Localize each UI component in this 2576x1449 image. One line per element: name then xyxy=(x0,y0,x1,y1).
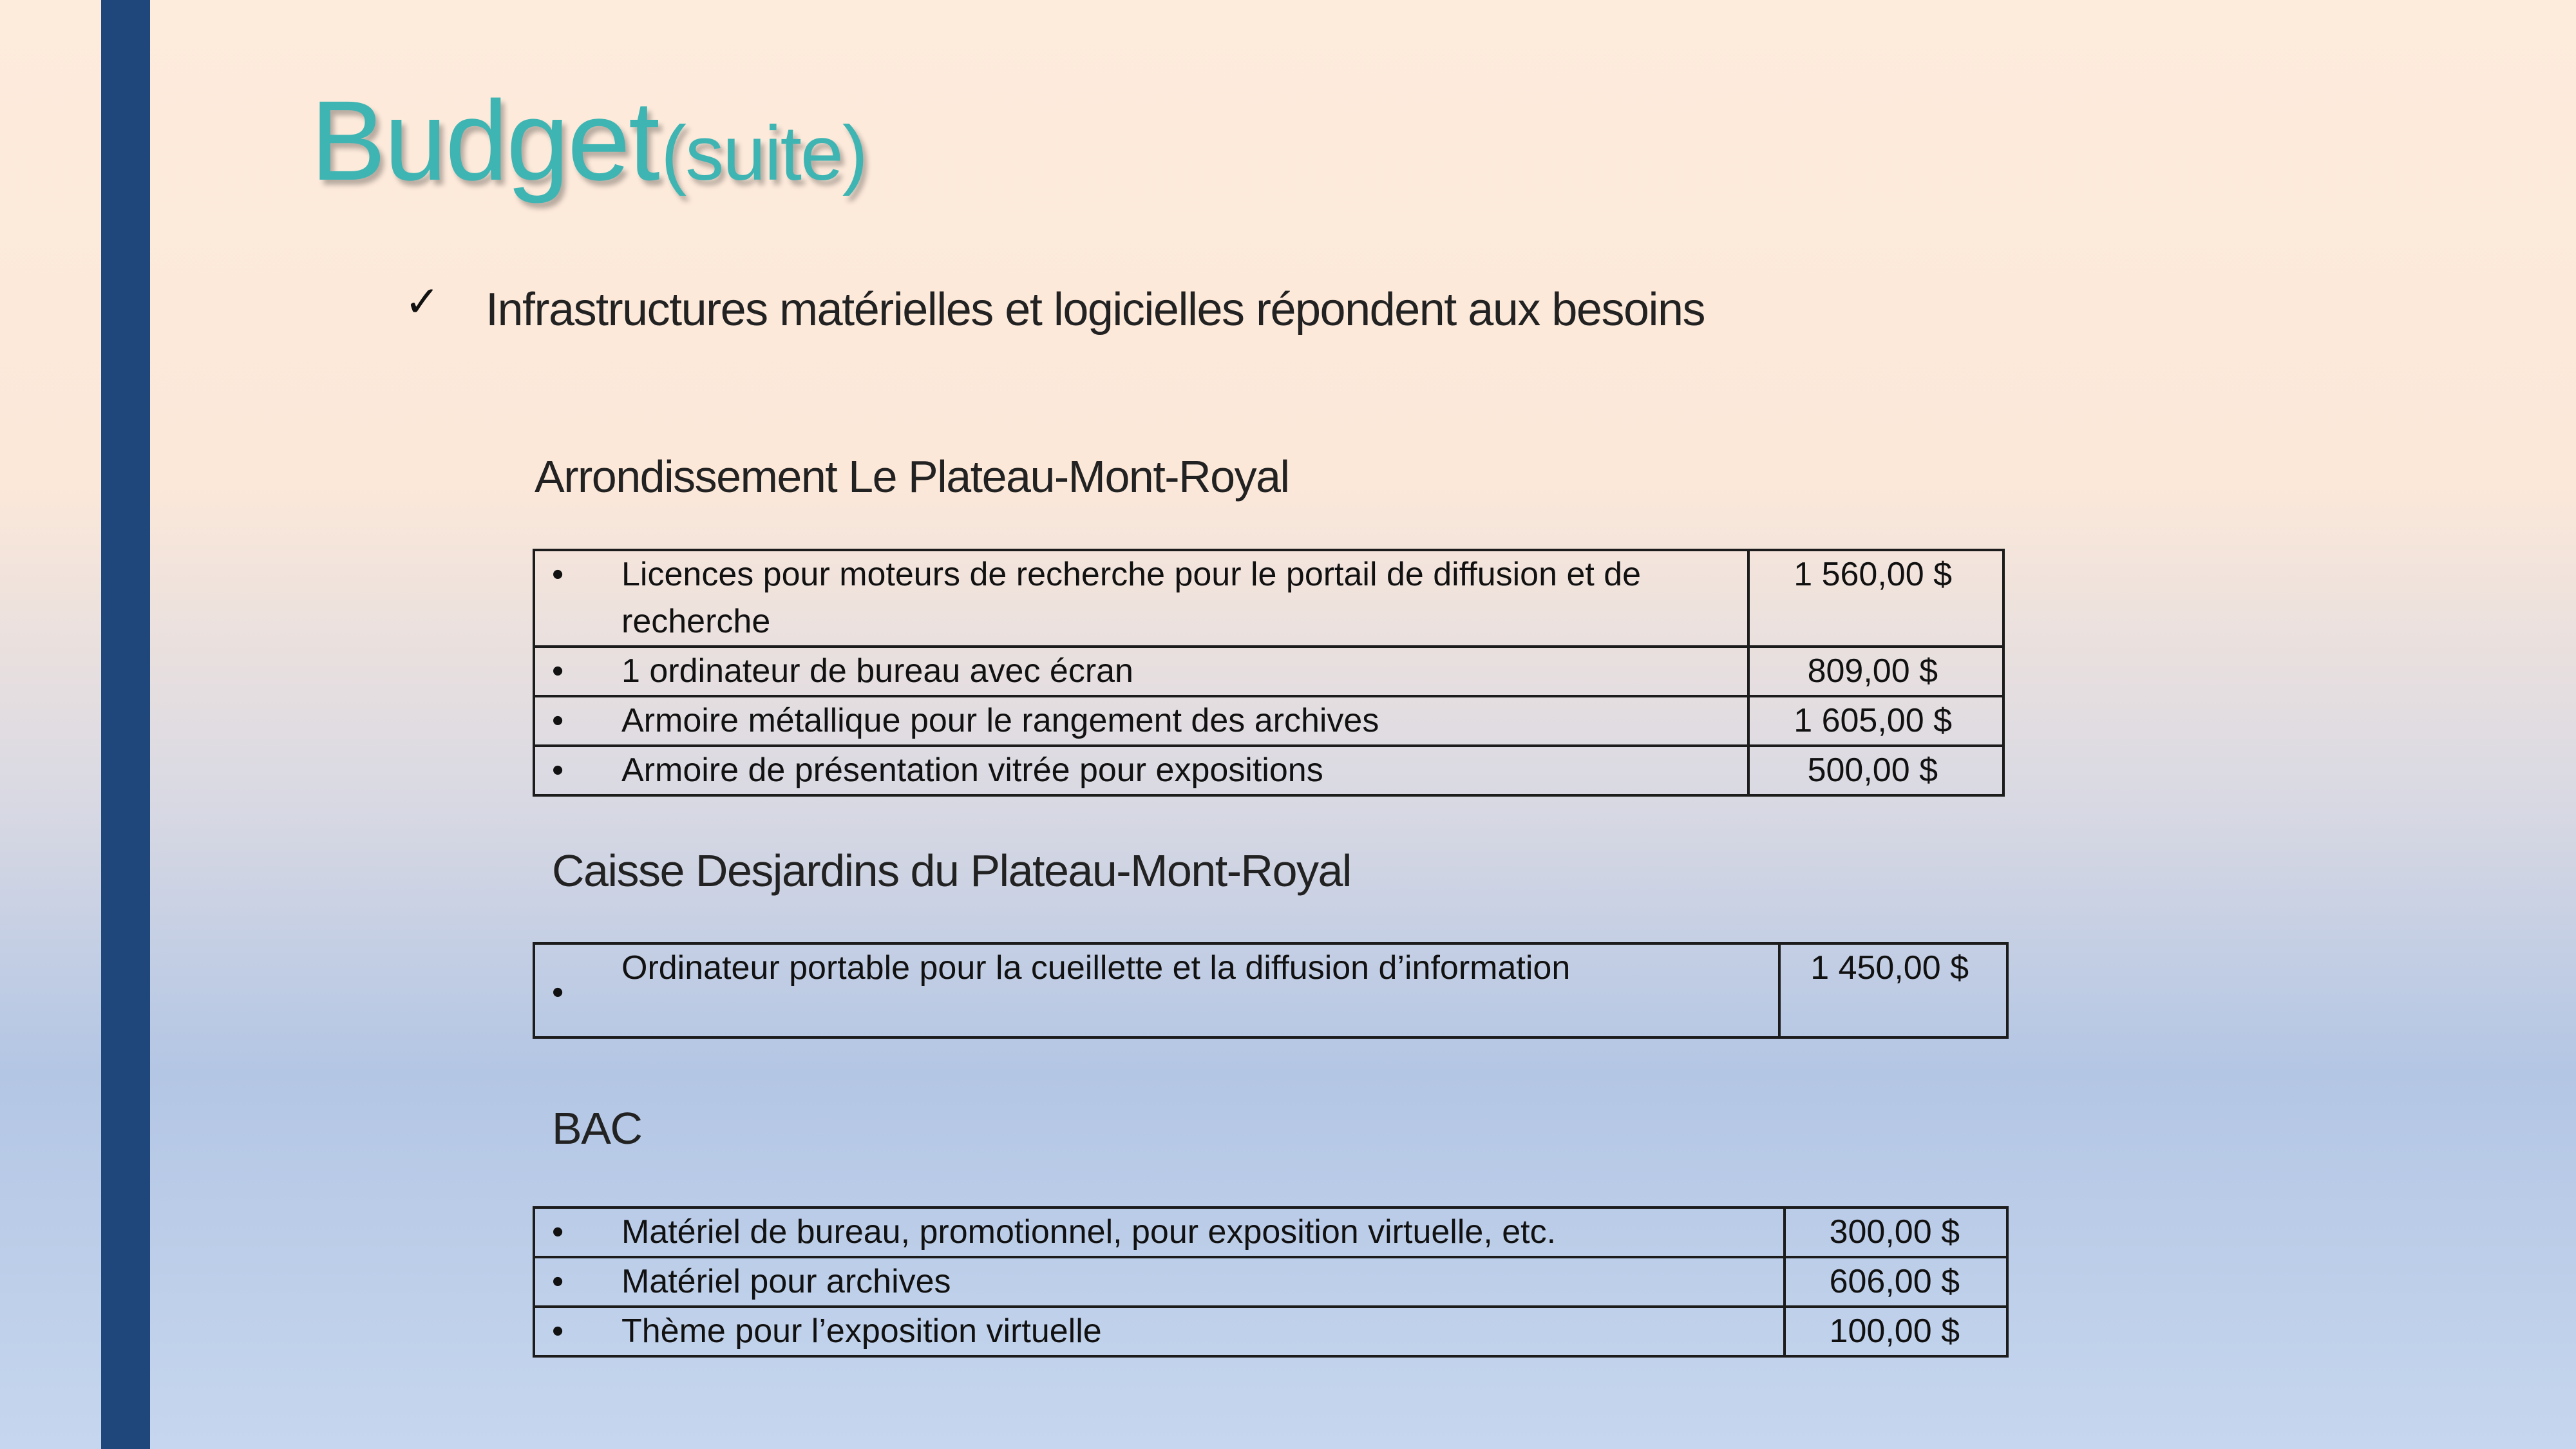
title-main: Budget xyxy=(310,78,658,204)
item-amount: 606,00 $ xyxy=(1785,1257,2007,1307)
item-description-text: 1 ordinateur de bureau avec écran xyxy=(621,652,1133,690)
table-row xyxy=(534,943,2007,1037)
item-amount: 1 450,00 $ xyxy=(1779,943,2007,1037)
item-description xyxy=(534,550,1748,647)
item-amount: 300,00 $ xyxy=(1785,1208,2007,1257)
bullet-point: Infrastructures matérielles et logicielles répondent aux besoins xyxy=(486,284,1705,336)
item-description xyxy=(534,1208,1785,1257)
bullet-icon: • xyxy=(552,1213,564,1251)
item-description xyxy=(534,943,1779,1037)
bullet-icon: • xyxy=(552,652,564,690)
item-amount: 809,00 $ xyxy=(1748,647,2003,696)
title-subtitle: (suite) xyxy=(661,110,867,196)
bullet-icon: • xyxy=(552,1263,564,1300)
item-amount: 500,00 $ xyxy=(1748,746,2003,795)
item-description xyxy=(534,746,1748,795)
budget-table-bac xyxy=(533,1206,2009,1358)
bullet-icon: • xyxy=(552,556,564,593)
item-description xyxy=(534,1257,1785,1307)
budget-table-arrondissement xyxy=(533,549,2005,797)
item-amount: 1 605,00 $ xyxy=(1748,696,2003,746)
left-accent-bar xyxy=(101,0,150,1449)
item-amount: 100,00 $ xyxy=(1785,1307,2007,1356)
item-description-text: Thème pour l’exposition virtuelle xyxy=(621,1312,1102,1350)
section-heading-bac: BAC xyxy=(552,1103,642,1153)
item-description xyxy=(534,647,1748,696)
table-row xyxy=(534,746,2003,795)
item-description xyxy=(534,1307,1785,1356)
table-row xyxy=(534,696,2003,746)
item-description-text: Matériel pour archives xyxy=(621,1263,951,1300)
table-row xyxy=(534,550,2003,647)
slide-title xyxy=(310,76,867,206)
bullet-icon: • xyxy=(552,752,564,789)
table-row xyxy=(534,647,2003,696)
bullet-icon: • xyxy=(552,702,564,739)
bullet-icon: • xyxy=(552,1312,564,1350)
item-description-text: Armoire métallique pour le rangement des archives xyxy=(621,702,1379,739)
bullet-icon: • xyxy=(552,974,564,1011)
section-heading-arrondissement: Arrondissement Le Plateau-Mont-Royal xyxy=(535,451,1289,502)
item-amount: 1 560,00 $ xyxy=(1748,550,2003,647)
item-description-text: Armoire de présentation vitrée pour expositions xyxy=(621,752,1323,789)
item-description-text: Matériel de bureau, promotionnel, pour exposition virtuelle, etc. xyxy=(621,1213,1557,1251)
table-row xyxy=(534,1257,2007,1307)
item-description-text: Licences pour moteurs de recherche pour le portail de diffusion et de recherche xyxy=(621,556,1642,640)
budget-table-caisse xyxy=(533,942,2009,1039)
table-row xyxy=(534,1208,2007,1257)
table-row xyxy=(534,1307,2007,1356)
checkmark-icon: ✓ xyxy=(404,277,440,327)
section-heading-caisse: Caisse Desjardins du Plateau-Mont-Royal xyxy=(552,846,1351,896)
item-description xyxy=(534,696,1748,746)
item-description-text: Ordinateur portable pour la cueillette et la diffusion d’information xyxy=(621,949,1571,987)
